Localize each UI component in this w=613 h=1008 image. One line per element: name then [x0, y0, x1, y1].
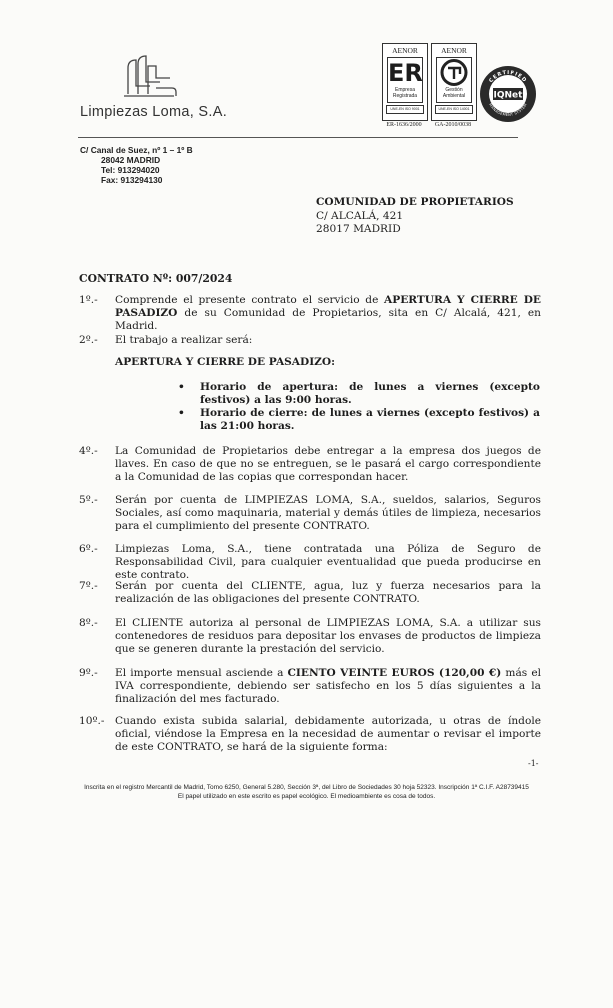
clause-10 — [79, 715, 541, 755]
clause-text — [115, 667, 541, 706]
clause-text: Limpiezas Loma, S.A., tiene contratada una Póliza de Seguro de Responsabilidad Civil, para cualquier eventualidad que pueda producirse en este contrato. — [115, 543, 541, 581]
company-logo — [120, 54, 178, 100]
footer-eco-note: El papel utilizado en este escrito es papel ecológico. El medioambiente es cosa de todos. — [177, 793, 436, 800]
clause-7 — [79, 580, 541, 608]
clause-number: 7º.- — [79, 580, 98, 592]
recipient-block — [316, 196, 514, 237]
clause-text: El trabajo a realizar será: — [115, 334, 253, 346]
clause-text: Serán por cuenta de LIMPIEZAS LOMA, S.A., sueldos, salarios, Seguros Sociales, así como maquinaria, material y demás útiles de limpieza, necesarios para el cumplimiento del presente CONTRATO. — [115, 494, 541, 532]
contract-number: CONTRATO Nº: 007/2024 — [79, 272, 233, 285]
er-code: ER-1636/2000 — [386, 122, 422, 128]
work-bullet — [178, 381, 540, 409]
page-number: -1- — [528, 759, 539, 768]
footer-registry: Inscrita en el registro Mercantil de Madrid, Tomo 6250, General 5.280, Sección 3ª, del Libro de Sociedades 30 hoja 52323. Inscripción 1ª C.I.F. A28739415 — [84, 784, 529, 791]
company-name: Limpiezas Loma, S.A. — [80, 104, 228, 120]
clause-number: 5º.- — [79, 494, 98, 506]
ga-standard: UNE-EN ISO 14001 — [435, 105, 473, 114]
ga-code: GA-2010/0038 — [434, 122, 472, 128]
clause-text: Serán por cuenta del CLIENTE, agua, luz y fuerza necesarios para la realización de las obligaciones del presente CONTRATO. — [115, 580, 541, 605]
iqnet-seal — [478, 64, 538, 124]
ga-mark-icon — [437, 58, 471, 87]
aenor-er-badge — [382, 43, 428, 121]
recipient-name: COMUNIDAD DE PROPIETARIOS — [316, 196, 514, 208]
clause-text-post: más el IVA correspondiente, debiendo ser satisfecho en los 5 días siguientes a la finalización del mes facturado. — [115, 667, 541, 705]
clause-number: 4º.- — [79, 445, 98, 457]
clause-number: 6º.- — [79, 543, 98, 555]
bullet-icon: • — [178, 381, 185, 393]
clause-text-pre: El importe mensual asciende a — [115, 667, 288, 679]
clause-1 — [79, 294, 542, 332]
badge-issuer: AENOR — [392, 46, 418, 55]
er-label-2: Registrada — [392, 93, 418, 99]
address-fax: Fax: 913294130 — [101, 175, 163, 185]
ga-mark — [436, 57, 472, 103]
clause-4 — [79, 445, 541, 485]
clause-text — [115, 294, 541, 333]
recipient-city: 28017 MADRID — [316, 223, 401, 235]
iqnet-top-text: CERTIFIED — [488, 69, 528, 85]
bullet-icon: • — [178, 407, 185, 419]
clause-text-bold: APERTURA Y CIERRE DE PASADIZO — [115, 294, 542, 319]
clause-text: Cuando exista subida salarial, debidamente autorizada, u otras de índole oficial, viéndose la Empresa en la necesidad de aumentar o revisar el importe de este CONTRATO, se hará de la siguiente forma: — [115, 715, 541, 753]
ga-label-2: Ambiental — [442, 93, 466, 99]
work-bullet — [178, 407, 540, 435]
er-label-1: Empresa — [394, 87, 415, 93]
er-mark-text: ER — [388, 59, 423, 87]
aenor-ga-badge — [431, 43, 477, 121]
address-street: C/ Canal de Suez, nº 1 – 1º B — [80, 145, 193, 155]
address-tel: Tel: 913294020 — [101, 165, 160, 175]
ga-label-1: Gestión — [445, 87, 463, 93]
address-city: 28042 MADRID — [101, 155, 161, 165]
clause-number: 9º.- — [79, 667, 98, 679]
bullet-text: Horario de apertura: de lunes a viernes (excepto festivos) a las 9:00 horas. — [200, 381, 540, 406]
clause-6 — [79, 543, 541, 581]
company-address — [80, 145, 193, 185]
clause-number: 10º.- — [79, 715, 105, 727]
clause-2 — [79, 334, 541, 348]
recipient-street: C/ ALCALÁ, 421 — [316, 209, 404, 222]
clause-text-post: de su Comunidad de Propietarios, sita en C/ Alcalá, 421, en Madrid. — [115, 307, 541, 332]
badge-issuer: AENOR — [441, 46, 467, 55]
er-mark — [387, 57, 423, 103]
clause-text-pre: Comprende el presente contrato el servicio de — [115, 294, 385, 306]
clause-8 — [79, 617, 541, 657]
work-title: APERTURA Y CIERRE DE PASADIZO: — [115, 356, 336, 368]
bullet-text: Horario de cierre: de lunes a viernes (excepto festivos) a las 21:00 horas. — [200, 407, 540, 432]
clause-5 — [79, 494, 541, 534]
iqnet-center: IQNet — [493, 90, 523, 101]
clause-number: 8º.- — [79, 617, 98, 629]
clause-text: La Comunidad de Propietarios debe entregar a la empresa dos juegos de llaves. En caso de que no se entreguen, se le pasará el cargo correspondiente a la Comunidad de las copias que correspondan hacer. — [115, 445, 541, 483]
clause-number: 1º.- — [79, 294, 98, 306]
clause-9 — [79, 667, 541, 707]
header-divider — [78, 137, 518, 138]
clause-text: El CLIENTE autoriza al personal de LIMPIEZAS LOMA, S.A. a utilizar sus contenedores de residuos para depositar los envases de productos de limpieza que se generen durante la prestación del servicio. — [115, 617, 541, 655]
iqnet-bottom-text: MANAGEMENT SYSTEM — [488, 102, 528, 118]
clause-number: 2º.- — [79, 334, 98, 346]
clause-text-bold: CIENTO VEINTE EUROS (120,00 €) — [287, 667, 502, 679]
er-standard: UNE-EN ISO 9001 — [386, 105, 424, 114]
